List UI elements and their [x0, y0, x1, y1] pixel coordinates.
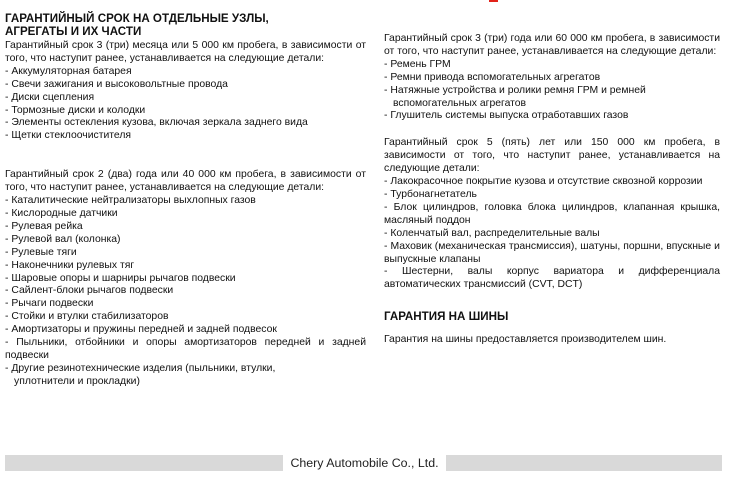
warranty-3-months-list: [5, 66, 366, 143]
warranty-2-years-intro: Гарантийный срок 2 (два) года или 40 000 км пробега, в зависимости от того, что наступит ранее, устанавливается на следующие детали:: [5, 169, 366, 194]
list-item: - Другие резинотехнические изделия (пыльники, втулки,: [5, 362, 276, 374]
list-item: - Амортизаторы и пружины передней и задней подвесок: [5, 324, 277, 336]
list-item: - Блок цилиндров, головка блока цилиндров, клапанная крышка, масляный поддон: [384, 201, 720, 226]
warranty-2-years-list: [5, 195, 366, 389]
list-item: - Наконечники рулевых тяг: [5, 259, 135, 271]
list-item: - Турбонагнетатель: [384, 188, 477, 200]
list-item: - Пыльники, отбойники и опоры амортизаторов передней и задней подвески: [5, 337, 366, 361]
list-item: - Тормозные диски и колодки: [5, 104, 146, 116]
list-item: - Свечи зажигания и высоковольтные провода: [5, 78, 228, 90]
list-item: - Рулевые тяги: [5, 246, 77, 258]
list-item: - Щетки стеклоочистителя: [5, 130, 132, 142]
right-column: [384, 0, 720, 347]
warranty-5-years-intro: Гарантийный срок 5 (пять) лет или 150 000 км пробега, в зависимости от того, что наступит ранее, устанавливается на следующие детали:: [384, 137, 720, 175]
section-title-line1: ГАРАНТИЙНЫЙ СРОК НА ОТДЕЛЬНЫЕ УЗЛЫ,: [5, 12, 269, 25]
list-item: - Стойки и втулки стабилизаторов: [5, 311, 169, 323]
warranty-5-years-list: [384, 176, 720, 292]
list-item: - Шестерни, валы корпус вариатора и дифференциала автоматических трансмиссий (CVT, DCT): [384, 266, 720, 291]
list-item: - Маховик (механическая трансмиссия), шатуны, поршни, впускные и выпускные клапаны: [384, 240, 720, 265]
section-title-line2: АГРЕГАТЫ И ИХ ЧАСТИ: [5, 25, 142, 38]
footer-bar-left: [5, 455, 283, 471]
list-item: - Рулевая рейка: [5, 220, 83, 232]
left-column: [5, 0, 366, 389]
list-item: - Натяжные устройства и ролики ремня ГРМ и ремней: [384, 84, 646, 96]
list-item: - Рычаги подвески: [5, 298, 94, 310]
tires-warranty-text: Гарантия на шины предоставляется производителем шин.: [384, 334, 667, 346]
list-item: - Шаровые опоры и шарниры рычагов подвески: [5, 272, 236, 284]
footer-bar-right: [446, 455, 722, 471]
list-item: - Лакокрасочное покрытие кузова и отсутствие сквозной коррозии: [384, 176, 703, 188]
warranty-3-years-list: [384, 59, 720, 124]
list-item: - Элементы остекления кузова, включая зеркала заднего вида: [5, 117, 308, 129]
list-item: - Ремни привода вспомогательных агрегатов: [384, 71, 601, 83]
list-item: - Рулевой вал (колонка): [5, 233, 121, 245]
list-item: - Сайлент-блоки рычагов подвески: [5, 285, 174, 297]
warranty-3-years-intro: Гарантийный срок 3 (три) года или 60 000 км пробега, в зависимости от того, что наступит ранее, устанавливается на следующие детали:: [384, 33, 720, 57]
list-item: - Глушитель системы выпуска отработавших газов: [384, 110, 629, 122]
list-item: - Аккумуляторная батарея: [5, 65, 132, 77]
footer-company-name: Chery Automobile Co., Ltd.: [290, 456, 439, 470]
list-item-continuation: уплотнители и прокладки): [14, 375, 140, 387]
tires-warranty-title: ГАРАНТИЯ НА ШИНЫ: [384, 310, 509, 324]
list-item: - Коленчатый вал, распределительные валы: [384, 227, 600, 239]
list-item: - Каталитические нейтрализаторы выхлопных газов: [5, 195, 256, 207]
list-item: - Кислородные датчики: [5, 207, 118, 219]
list-item-continuation: вспомогательных агрегатов: [393, 97, 527, 109]
list-item: - Ремень ГРМ: [384, 58, 451, 70]
warranty-3-months-intro: Гарантийный срок 3 (три) месяца или 5 000 км пробега, в зависимости от того, что наступит ранее, устанавливается на следующие детали:: [5, 40, 366, 64]
list-item: - Диски сцепления: [5, 91, 95, 103]
